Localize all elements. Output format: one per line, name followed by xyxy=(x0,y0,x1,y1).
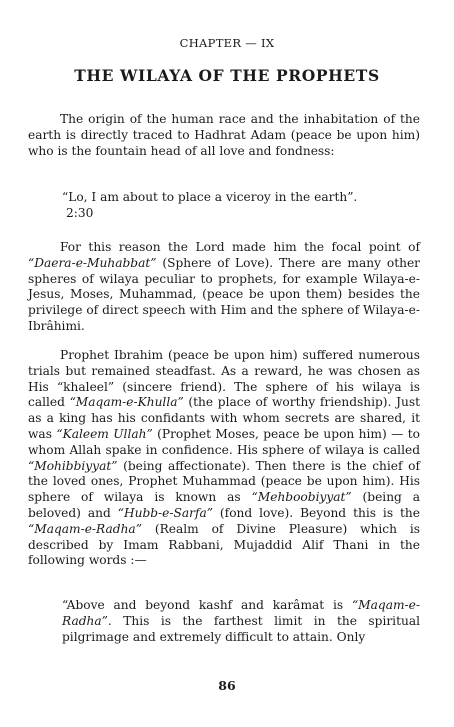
chapter-heading: CHAPTER — IX xyxy=(179,36,275,50)
paragraph-ibrahim-text-e: (being a beloved) and xyxy=(28,490,420,520)
paragraph-ibrahim-text-d: (being affectionate). Then there is the chief of the loved ones, Prophet Muhammad (peace be upon him). His sphere of wilaya is known as xyxy=(28,458,420,505)
quote-radha xyxy=(62,598,420,645)
paragraph-spheres-text-a: For this reason the Lord made him the focal point of xyxy=(60,240,420,254)
term-mohibbiyyat: “Mohibbiyyat” xyxy=(28,458,118,473)
term-maqam-e-radha: “Maqam-e-Radha” xyxy=(28,521,142,536)
paragraph-ibrahim-text-b: (the place of worthy friendship). Just as a king has his confidants with whom secrets are shared, it was xyxy=(28,395,420,441)
term-mehboobiyyat: “Mehboobiyyat” xyxy=(251,490,352,505)
paragraph-ibrahim xyxy=(28,348,420,569)
quote-radha-text-b: . This is the farthest limit in the spiritual pilgrimage and extremely difficult to attain. Only xyxy=(62,613,420,644)
quote-viceroy-reference: 2:30 xyxy=(66,205,94,220)
paragraph-ibrahim-text-a: Prophet Ibrahim (peace be upon him) suffered numerous trials but remained steadfast. As a reward, he was chosen as His “khaleel” (sincere friend). The sphere of his wilaya is called xyxy=(28,348,420,410)
paragraph-ibrahim-text-g: (Realm of Divine Pleasure) which is described by Imam Rabbani, Mujaddid Alif Thani in the following words :— xyxy=(28,521,420,568)
paragraph-spheres xyxy=(28,240,420,335)
term-maqam-e-khulla: “Maqam-e-Khulla” xyxy=(69,395,184,410)
page-title: THE WILAYA OF THE PROPHETS xyxy=(74,66,380,85)
quote-viceroy-text: “Lo, I am about to place a viceroy in the earth”. xyxy=(62,190,358,204)
paragraph-spheres-text-b: (Sphere of Love). There are many other spheres of wilaya peculiar to prophets, for example Wilaya-e-Jesus, Moses, Muhammad, (peace be upon them) besides the privilege of direct speech with Him and the sphere of Wilaya-e-Ibrâhimi. xyxy=(28,255,420,333)
paragraph-ibrahim-text-f: (fond love). Beyond this is the xyxy=(212,505,420,520)
term-hubb-e-sarfa: “Hubb-e-Sarfa” xyxy=(117,505,213,520)
paragraph-origin xyxy=(28,112,420,159)
page-number: 86 xyxy=(218,678,236,693)
term-daera-e-muhabbat: “Daera-e-Muhabbat” xyxy=(28,255,157,270)
term-kaleem-ullah: “Kaleem Ullah” xyxy=(56,426,153,441)
quote-viceroy xyxy=(62,190,420,222)
term-maqam-e-radha-quote: “Maqam-e-Radha” xyxy=(62,598,420,628)
quote-radha-text-a: “Above and beyond kashf and karâmat is xyxy=(62,598,352,612)
paragraph-origin-text: The origin of the human race and the inhabitation of the earth is directly traced to Hadhrat Adam (peace be upon him) who is the fountain head of all love and fondness: xyxy=(28,112,420,158)
paragraph-ibrahim-text-c: (Prophet Moses, peace be upon him) — to whom Allah spake in confidence. His sphere of wilaya is called xyxy=(28,426,421,457)
